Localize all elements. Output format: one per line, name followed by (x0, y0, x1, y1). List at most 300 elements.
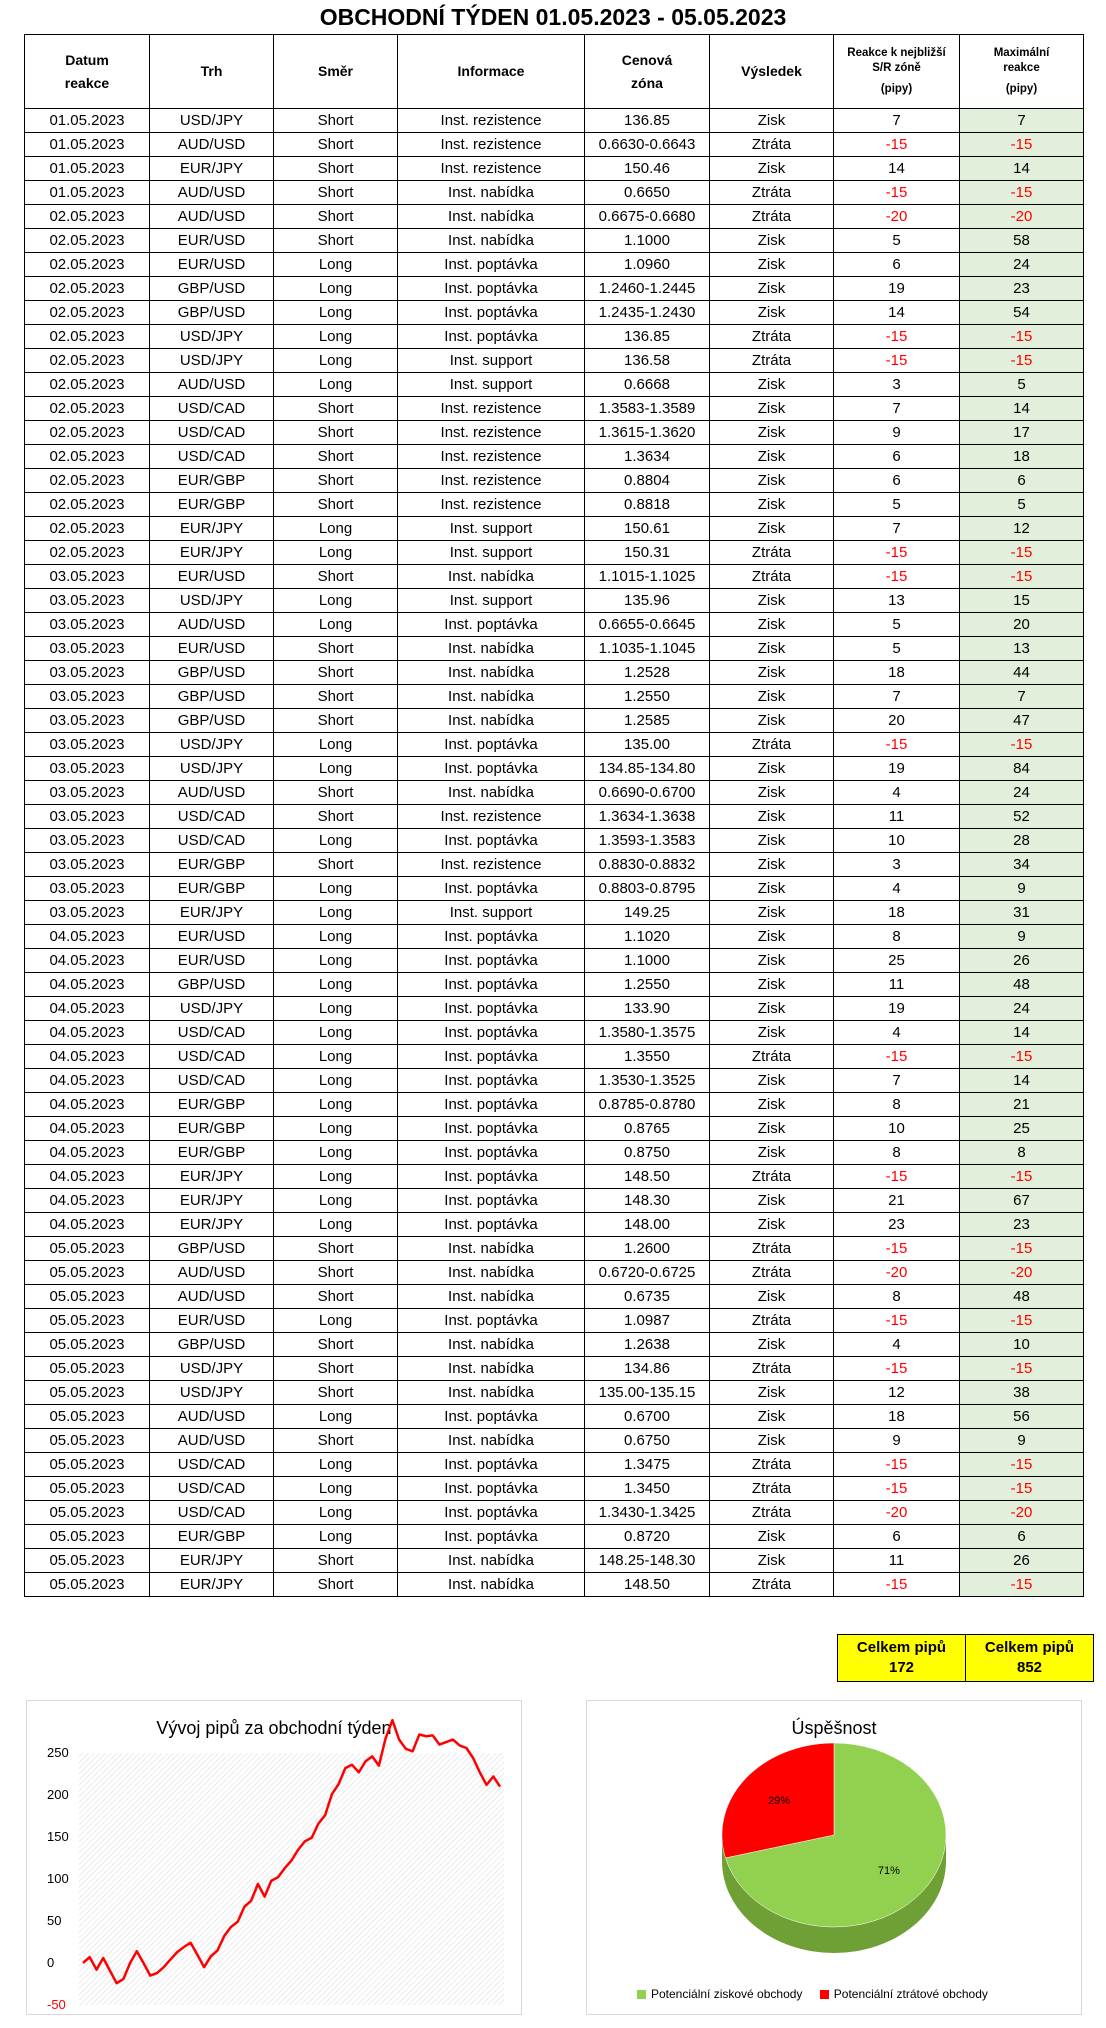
cell-max: 56 (960, 1405, 1084, 1429)
cell-zone: 150.61 (585, 517, 710, 541)
cell-date: 02.05.2023 (25, 445, 150, 469)
cell-result: Ztráta (710, 133, 834, 157)
cell-max: -20 (960, 205, 1084, 229)
cell-reaction: -20 (834, 1261, 960, 1285)
table-row (25, 1405, 1084, 1429)
cell-zone: 1.3450 (585, 1477, 710, 1501)
cell-result: Ztráta (710, 1477, 834, 1501)
header-date (25, 35, 150, 109)
cell-pair: AUD/USD (150, 133, 274, 157)
cell-zone: 1.1015-1.1025 (585, 565, 710, 589)
cell-date: 01.05.2023 (25, 109, 150, 133)
cell-zone: 1.0987 (585, 1309, 710, 1333)
cell-date: 04.05.2023 (25, 1189, 150, 1213)
cell-result: Ztráta (710, 349, 834, 373)
cell-date: 03.05.2023 (25, 709, 150, 733)
cell-reaction: 10 (834, 1117, 960, 1141)
cell-info: Inst. poptávka (398, 1165, 585, 1189)
cell-date: 02.05.2023 (25, 517, 150, 541)
cell-result: Zisk (710, 301, 834, 325)
cell-max: 9 (960, 877, 1084, 901)
cell-result: Zisk (710, 1213, 834, 1237)
table-row (25, 181, 1084, 205)
cell-pair: EUR/JPY (150, 1213, 274, 1237)
cell-max: 17 (960, 421, 1084, 445)
cell-date: 01.05.2023 (25, 181, 150, 205)
cell-info: Inst. poptávka (398, 613, 585, 637)
table-row (25, 1501, 1084, 1525)
cell-direction: Long (274, 925, 398, 949)
cell-max: 14 (960, 157, 1084, 181)
table-row (25, 973, 1084, 997)
cell-max: 26 (960, 949, 1084, 973)
cell-reaction: -15 (834, 565, 960, 589)
cell-result: Zisk (710, 1549, 834, 1573)
cell-zone: 1.3430-1.3425 (585, 1501, 710, 1525)
table-row (25, 1309, 1084, 1333)
table-row (25, 925, 1084, 949)
cell-max: -15 (960, 1573, 1084, 1597)
cell-result: Zisk (710, 877, 834, 901)
cell-max: 31 (960, 901, 1084, 925)
cell-zone: 133.90 (585, 997, 710, 1021)
cell-direction: Short (274, 685, 398, 709)
cell-direction: Long (274, 829, 398, 853)
cell-info: Inst. nabídka (398, 781, 585, 805)
cell-pair: EUR/JPY (150, 517, 274, 541)
cell-date: 04.05.2023 (25, 997, 150, 1021)
cell-date: 04.05.2023 (25, 1141, 150, 1165)
cell-pair: EUR/JPY (150, 901, 274, 925)
cell-reaction: 19 (834, 997, 960, 1021)
cell-direction: Short (274, 157, 398, 181)
cell-info: Inst. poptávka (398, 877, 585, 901)
cell-zone: 0.6650 (585, 181, 710, 205)
table-row (25, 829, 1084, 853)
cell-date: 04.05.2023 (25, 1165, 150, 1189)
cell-date: 05.05.2023 (25, 1573, 150, 1597)
cell-max: 26 (960, 1549, 1084, 1573)
cell-date: 02.05.2023 (25, 469, 150, 493)
cell-zone: 1.3634 (585, 445, 710, 469)
pie-legend (637, 1987, 988, 2001)
line-chart-svg (27, 1701, 521, 2014)
cell-reaction: 5 (834, 493, 960, 517)
cell-info: Inst. nabídka (398, 205, 585, 229)
cell-reaction: 4 (834, 781, 960, 805)
cell-direction: Long (274, 901, 398, 925)
cell-max: 44 (960, 661, 1084, 685)
cell-zone: 1.1035-1.1045 (585, 637, 710, 661)
cell-reaction: -15 (834, 1453, 960, 1477)
cell-zone: 1.1000 (585, 949, 710, 973)
cell-reaction: 6 (834, 253, 960, 277)
cell-result: Ztráta (710, 1165, 834, 1189)
cell-result: Zisk (710, 685, 834, 709)
cell-max: -15 (960, 1357, 1084, 1381)
cell-result: Zisk (710, 1117, 834, 1141)
table-row (25, 1261, 1084, 1285)
y-tick-label: 200 (47, 1787, 69, 1802)
cell-zone: 148.30 (585, 1189, 710, 1213)
cell-info: Inst. nabídka (398, 661, 585, 685)
cell-direction: Short (274, 1549, 398, 1573)
cell-direction: Short (274, 1261, 398, 1285)
cell-date: 03.05.2023 (25, 853, 150, 877)
cell-result: Ztráta (710, 565, 834, 589)
cell-info: Inst. poptávka (398, 733, 585, 757)
cell-max: 15 (960, 589, 1084, 613)
cell-pair: EUR/JPY (150, 541, 274, 565)
table-row (25, 445, 1084, 469)
cell-result: Zisk (710, 1141, 834, 1165)
cell-max: 25 (960, 1117, 1084, 1141)
cell-pair: USD/JPY (150, 997, 274, 1021)
cell-pair: GBP/USD (150, 973, 274, 997)
legend-swatch-loss (820, 1990, 829, 1999)
table-row (25, 1237, 1084, 1261)
cell-info: Inst. nabídka (398, 1573, 585, 1597)
cell-zone: 0.6735 (585, 1285, 710, 1309)
y-tick-label: -50 (47, 1997, 66, 2012)
cell-result: Zisk (710, 421, 834, 445)
cell-direction: Long (274, 1501, 398, 1525)
table-row (25, 1333, 1084, 1357)
cell-date: 05.05.2023 (25, 1309, 150, 1333)
table-row (25, 949, 1084, 973)
cell-date: 04.05.2023 (25, 949, 150, 973)
cell-max: 20 (960, 613, 1084, 637)
cell-zone: 0.6720-0.6725 (585, 1261, 710, 1285)
table-row (25, 517, 1084, 541)
cell-zone: 136.85 (585, 109, 710, 133)
cell-date: 05.05.2023 (25, 1333, 150, 1357)
table-row (25, 613, 1084, 637)
table-row (25, 229, 1084, 253)
cell-max: 28 (960, 829, 1084, 853)
cell-max: 52 (960, 805, 1084, 829)
cell-info: Inst. nabídka (398, 1285, 585, 1309)
cell-pair: USD/JPY (150, 325, 274, 349)
cell-direction: Short (274, 565, 398, 589)
cell-max: -15 (960, 1045, 1084, 1069)
table-row (25, 661, 1084, 685)
cell-result: Ztráta (710, 1237, 834, 1261)
cell-max: 54 (960, 301, 1084, 325)
cell-pair: AUD/USD (150, 1405, 274, 1429)
cell-max: 24 (960, 781, 1084, 805)
table-row (25, 757, 1084, 781)
cell-date: 03.05.2023 (25, 589, 150, 613)
cell-zone: 136.85 (585, 325, 710, 349)
cell-zone: 1.3615-1.3620 (585, 421, 710, 445)
cell-reaction: -15 (834, 541, 960, 565)
cell-pair: USD/CAD (150, 1477, 274, 1501)
cell-zone: 0.8830-0.8832 (585, 853, 710, 877)
cell-zone: 1.3530-1.3525 (585, 1069, 710, 1093)
cell-max: -15 (960, 733, 1084, 757)
cell-pair: EUR/GBP (150, 493, 274, 517)
cell-pair: EUR/JPY (150, 157, 274, 181)
cell-info: Inst. poptávka (398, 1093, 585, 1117)
cell-result: Zisk (710, 397, 834, 421)
cell-date: 05.05.2023 (25, 1549, 150, 1573)
cell-result: Zisk (710, 157, 834, 181)
cell-date: 03.05.2023 (25, 661, 150, 685)
cell-info: Inst. poptávka (398, 1525, 585, 1549)
cell-result: Ztráta (710, 1573, 834, 1597)
header-pair: Trh (150, 35, 274, 109)
cell-date: 04.05.2023 (25, 1069, 150, 1093)
cell-reaction: 7 (834, 517, 960, 541)
cell-pair: AUD/USD (150, 205, 274, 229)
cell-reaction: 11 (834, 805, 960, 829)
table-row (25, 1213, 1084, 1237)
cell-zone: 148.25-148.30 (585, 1549, 710, 1573)
cell-pair: EUR/GBP (150, 469, 274, 493)
table-row (25, 1573, 1084, 1597)
cell-info: Inst. nabídka (398, 565, 585, 589)
cell-result: Zisk (710, 589, 834, 613)
table-row (25, 1189, 1084, 1213)
cell-direction: Long (274, 877, 398, 901)
cell-date: 04.05.2023 (25, 1093, 150, 1117)
cell-direction: Short (274, 661, 398, 685)
cell-direction: Long (274, 1165, 398, 1189)
cell-result: Zisk (710, 229, 834, 253)
cell-zone: 1.1020 (585, 925, 710, 949)
cell-info: Inst. nabídka (398, 685, 585, 709)
cell-info: Inst. poptávka (398, 1021, 585, 1045)
table-row (25, 421, 1084, 445)
cell-result: Ztráta (710, 325, 834, 349)
cell-zone: 0.6690-0.6700 (585, 781, 710, 805)
cell-direction: Long (274, 301, 398, 325)
cell-zone: 1.2550 (585, 685, 710, 709)
table-row (25, 301, 1084, 325)
cell-result: Zisk (710, 781, 834, 805)
cell-pair: USD/JPY (150, 1381, 274, 1405)
table-row (25, 109, 1084, 133)
cell-info: Inst. nabídka (398, 1333, 585, 1357)
cell-direction: Short (274, 445, 398, 469)
pie-chart (586, 1700, 1082, 2015)
cell-pair: EUR/GBP (150, 1141, 274, 1165)
cell-pair: EUR/GBP (150, 1093, 274, 1117)
cell-result: Ztráta (710, 1045, 834, 1069)
cell-pair: USD/CAD (150, 397, 274, 421)
table-row (25, 1165, 1084, 1189)
cell-reaction: 5 (834, 229, 960, 253)
cell-reaction: -15 (834, 1045, 960, 1069)
cell-info: Inst. poptávka (398, 973, 585, 997)
cell-date: 04.05.2023 (25, 1117, 150, 1141)
cell-max: -15 (960, 349, 1084, 373)
cell-date: 03.05.2023 (25, 757, 150, 781)
cell-reaction: 10 (834, 829, 960, 853)
cell-max: 9 (960, 925, 1084, 949)
cell-pair: AUD/USD (150, 1261, 274, 1285)
cell-zone: 1.2638 (585, 1333, 710, 1357)
cell-zone: 1.3634-1.3638 (585, 805, 710, 829)
cell-date: 02.05.2023 (25, 229, 150, 253)
total-max-label: Celkem pipů (984, 1639, 1075, 1656)
cell-pair: EUR/JPY (150, 1165, 274, 1189)
cell-date: 03.05.2023 (25, 901, 150, 925)
cell-direction: Long (274, 613, 398, 637)
y-tick-label: 50 (47, 1913, 62, 1928)
cell-zone: 0.6655-0.6645 (585, 613, 710, 637)
cell-date: 02.05.2023 (25, 397, 150, 421)
cell-zone: 1.2460-1.2445 (585, 277, 710, 301)
total-reaction-label: Celkem pipů (856, 1639, 947, 1656)
table-body (25, 109, 1084, 1597)
table-row (25, 1285, 1084, 1309)
cell-pair: EUR/JPY (150, 1189, 274, 1213)
cell-result: Zisk (710, 445, 834, 469)
cell-max: 12 (960, 517, 1084, 541)
cell-result: Zisk (710, 637, 834, 661)
cell-direction: Short (274, 637, 398, 661)
cell-info: Inst. poptávka (398, 829, 585, 853)
table-row (25, 397, 1084, 421)
cell-max: -20 (960, 1501, 1084, 1525)
cell-pair: USD/JPY (150, 757, 274, 781)
cell-zone: 135.00-135.15 (585, 1381, 710, 1405)
cell-direction: Short (274, 421, 398, 445)
cell-date: 05.05.2023 (25, 1525, 150, 1549)
table-row (25, 901, 1084, 925)
table-row (25, 1141, 1084, 1165)
table-row (25, 1045, 1084, 1069)
cell-max: 6 (960, 1525, 1084, 1549)
header-info: Informace (398, 35, 585, 109)
cell-reaction: 5 (834, 637, 960, 661)
cell-reaction: 8 (834, 1285, 960, 1309)
cell-zone: 1.3475 (585, 1453, 710, 1477)
cell-reaction: -15 (834, 349, 960, 373)
cell-pair: AUD/USD (150, 613, 274, 637)
cell-direction: Short (274, 1285, 398, 1309)
cell-direction: Short (274, 109, 398, 133)
cell-reaction: 8 (834, 1093, 960, 1117)
cell-info: Inst. nabídka (398, 637, 585, 661)
cell-direction: Long (274, 253, 398, 277)
cell-zone: 0.6750 (585, 1429, 710, 1453)
table-row (25, 781, 1084, 805)
cell-date: 02.05.2023 (25, 277, 150, 301)
cell-result: Ztráta (710, 1309, 834, 1333)
cell-reaction: 11 (834, 1549, 960, 1573)
cell-reaction: -15 (834, 1477, 960, 1501)
cell-max: 5 (960, 373, 1084, 397)
cell-zone: 0.8785-0.8780 (585, 1093, 710, 1117)
cell-zone: 0.8804 (585, 469, 710, 493)
cell-zone: 135.00 (585, 733, 710, 757)
cell-max: 47 (960, 709, 1084, 733)
cell-result: Ztráta (710, 1453, 834, 1477)
cell-reaction: 18 (834, 1405, 960, 1429)
cell-result: Ztráta (710, 1501, 834, 1525)
cell-reaction: 7 (834, 109, 960, 133)
cell-result: Ztráta (710, 205, 834, 229)
table-row (25, 277, 1084, 301)
cell-direction: Long (274, 349, 398, 373)
cell-max: 8 (960, 1141, 1084, 1165)
cell-max: -15 (960, 181, 1084, 205)
cell-reaction: -15 (834, 181, 960, 205)
header-reaction-label: Reakce k nejbližší S/R zóně (847, 47, 946, 74)
cell-reaction: 6 (834, 1525, 960, 1549)
cell-date: 05.05.2023 (25, 1405, 150, 1429)
cell-reaction: 9 (834, 1429, 960, 1453)
cell-zone: 1.2435-1.2430 (585, 301, 710, 325)
cell-reaction: 9 (834, 421, 960, 445)
cell-reaction: -15 (834, 325, 960, 349)
y-tick-label: 250 (47, 1745, 69, 1760)
cell-max: 14 (960, 1021, 1084, 1045)
table-row (25, 1021, 1084, 1045)
cell-date: 02.05.2023 (25, 493, 150, 517)
cell-max: -15 (960, 541, 1084, 565)
cell-info: Inst. rezistence (398, 133, 585, 157)
cell-direction: Long (274, 1309, 398, 1333)
cell-result: Ztráta (710, 181, 834, 205)
cell-pair: EUR/JPY (150, 1573, 274, 1597)
cell-info: Inst. nabídka (398, 709, 585, 733)
cell-result: Zisk (710, 517, 834, 541)
table-row (25, 685, 1084, 709)
cell-max: 84 (960, 757, 1084, 781)
cell-max: 7 (960, 685, 1084, 709)
cell-max: 9 (960, 1429, 1084, 1453)
table-row (25, 853, 1084, 877)
cell-zone: 0.8750 (585, 1141, 710, 1165)
pie-label-loss: 29% (768, 1795, 791, 1807)
cell-pair: EUR/USD (150, 565, 274, 589)
cell-max: 18 (960, 445, 1084, 469)
cell-date: 03.05.2023 (25, 781, 150, 805)
cell-direction: Long (274, 277, 398, 301)
cell-date: 03.05.2023 (25, 637, 150, 661)
cell-zone: 1.2528 (585, 661, 710, 685)
cell-direction: Long (274, 973, 398, 997)
cell-max: 48 (960, 1285, 1084, 1309)
cell-info: Inst. support (398, 541, 585, 565)
pie-chart-svg (587, 1701, 1081, 2014)
cell-direction: Short (274, 397, 398, 421)
cell-info: Inst. poptávka (398, 1069, 585, 1093)
cell-result: Zisk (710, 901, 834, 925)
cell-reaction: -15 (834, 1165, 960, 1189)
table-row (25, 1477, 1084, 1501)
header-max (960, 35, 1084, 109)
cell-direction: Long (274, 1453, 398, 1477)
page-title: OBCHODNÍ TÝDEN 01.05.2023 - 05.05.2023 (319, 4, 787, 30)
cell-reaction: 4 (834, 877, 960, 901)
cell-max: 48 (960, 973, 1084, 997)
cell-reaction: 11 (834, 973, 960, 997)
table-row (25, 205, 1084, 229)
cell-pair: USD/CAD (150, 829, 274, 853)
legend-swatch-win (637, 1990, 646, 1999)
cell-info: Inst. nabídka (398, 1381, 585, 1405)
cell-info: Inst. poptávka (398, 277, 585, 301)
cell-result: Zisk (710, 829, 834, 853)
cell-zone: 0.6630-0.6643 (585, 133, 710, 157)
cell-info: Inst. poptávka (398, 1501, 585, 1525)
cell-reaction: 21 (834, 1189, 960, 1213)
